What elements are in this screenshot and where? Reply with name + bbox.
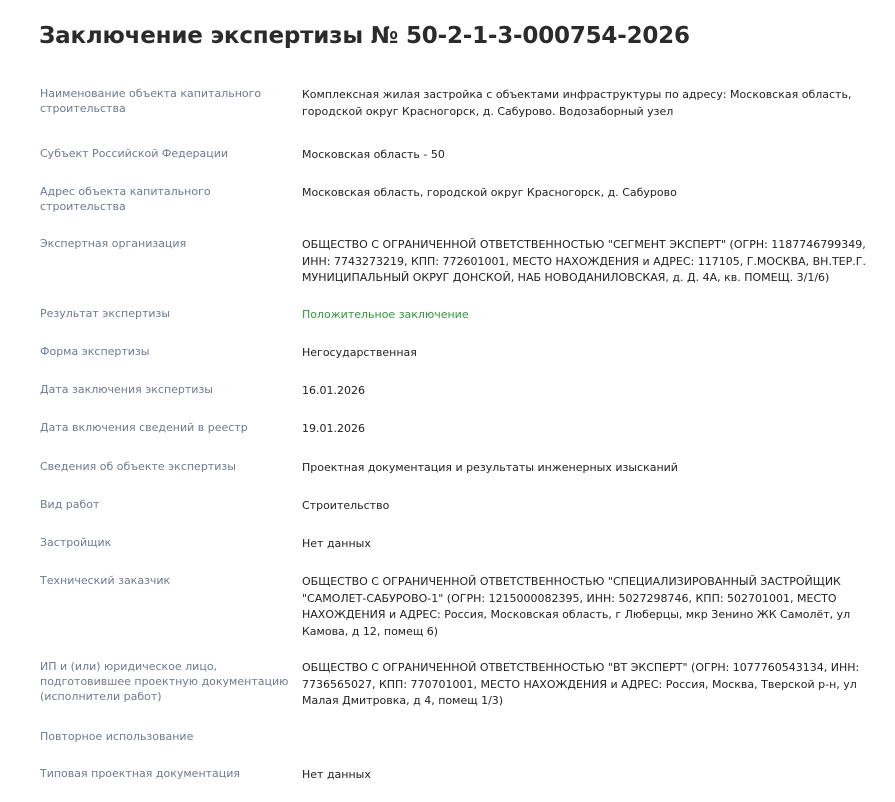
row-label: ИП и (или) юридическое лицо, подготовившее проектную документацию (исполнители работ)	[40, 660, 289, 703]
row-value: Негосударственная	[302, 346, 417, 359]
row-label: Технический заказчик	[40, 574, 171, 587]
row-label: Застройщик	[40, 536, 112, 549]
row-label: Форма экспертизы	[40, 345, 150, 358]
row-value: Московская область - 50	[302, 148, 445, 161]
row-developer	[40, 535, 885, 573]
row-typical-docs	[40, 766, 885, 796]
row-value	[302, 729, 885, 730]
row-label: Субъект Российской Федерации	[40, 147, 229, 160]
row-label: Наименование объекта капитального строительства	[40, 87, 262, 115]
row-expertise-object	[40, 459, 885, 497]
row-label: Дата заключения экспертизы	[40, 383, 213, 396]
row-value: Строительство	[302, 499, 390, 512]
row-label: Типовая проектная документация	[40, 767, 241, 780]
row-label: Адрес объекта капитального строительства	[40, 185, 211, 213]
row-value: Нет данных	[302, 537, 371, 550]
row-form	[40, 344, 885, 382]
row-subject	[40, 146, 885, 184]
row-value: ОБЩЕСТВО С ОГРАНИЧЕННОЙ ОТВЕТСТВЕННОСТЬЮ "СПЕЦИАЛИЗИРОВАННЫЙ ЗАСТРОЙЩИК "САМОЛЕТ-САБУРОВО-1" (ОГРН: 1215000082395, ИНН: 5027298746, КПП: 502701001, МЕСТО НАХОЖДЕНИЯ и АДРЕС: Россия, Московская область, г Люберцы, мкр Зенино ЖК Самолёт, ул Камова, д 12, помещ 6)	[302, 575, 851, 638]
row-label: Экспертная организация	[40, 237, 187, 250]
details-list	[40, 86, 885, 796]
row-label: Дата включения сведений в реестр	[40, 421, 248, 434]
row-address	[40, 184, 885, 236]
row-work-type	[40, 497, 885, 535]
row-registry-date	[40, 420, 885, 459]
page-title: Заключение экспертизы № 50-2-1-3-000754-2026	[39, 23, 690, 49]
row-value: Комплексная жилая застройка с объектами инфраструктуры по адресу: Московская область, городской округ Красногорск, д. Сабурово. Водозаборный узел	[302, 88, 852, 118]
row-object-name	[40, 86, 885, 146]
row-conclusion-date	[40, 382, 885, 420]
row-label: Результат экспертизы	[40, 307, 171, 320]
row-label: Вид работ	[40, 498, 100, 511]
status-positive: Положительное заключение	[302, 308, 469, 321]
row-value: Проектная документация и результаты инженерных изысканий	[302, 461, 678, 474]
row-result	[40, 306, 885, 344]
row-value: Московская область, городской округ Красногорск, д. Сабурово	[302, 186, 677, 199]
row-reuse	[40, 729, 885, 766]
row-value: Нет данных	[302, 768, 371, 781]
row-label: Повторное использование	[40, 730, 194, 743]
row-value: ОБЩЕСТВО С ОГРАНИЧЕННОЙ ОТВЕТСТВЕННОСТЬЮ "СЕГМЕНТ ЭКСПЕРТ" (ОГРН: 1187746799349, ИНН: 7743273219, КПП: 772601001, МЕСТО НАХОЖДЕНИЯ и АДРЕС: 117105, Г.МОСКВА, ВН.ТЕР.Г. МУНИЦИПАЛЬНЫЙ ОКРУГ ДОНСКОЙ, НАБ НОВОДАНИЛОВСКАЯ, д. Д. 4А, кв. ПОМЕЩ. 3/1/6)	[302, 238, 866, 284]
row-expert-organization	[40, 236, 885, 306]
row-technical-customer	[40, 573, 885, 659]
row-value: 19.01.2026	[302, 422, 365, 435]
row-label: Сведения об объекте экспертизы	[40, 460, 236, 473]
row-value: 16.01.2026	[302, 384, 365, 397]
row-design-contractor	[40, 659, 885, 729]
row-value: ОБЩЕСТВО С ОГРАНИЧЕННОЙ ОТВЕТСТВЕННОСТЬЮ "ВТ ЭКСПЕРТ" (ОГРН: 1077760543134, ИНН: 7736565027, КПП: 770701001, МЕСТО НАХОЖДЕНИЯ и АДРЕС: Россия, Москва, Тверской р-н, ул Малая Дмитровка, д 4, помещ 1/3)	[302, 661, 860, 707]
